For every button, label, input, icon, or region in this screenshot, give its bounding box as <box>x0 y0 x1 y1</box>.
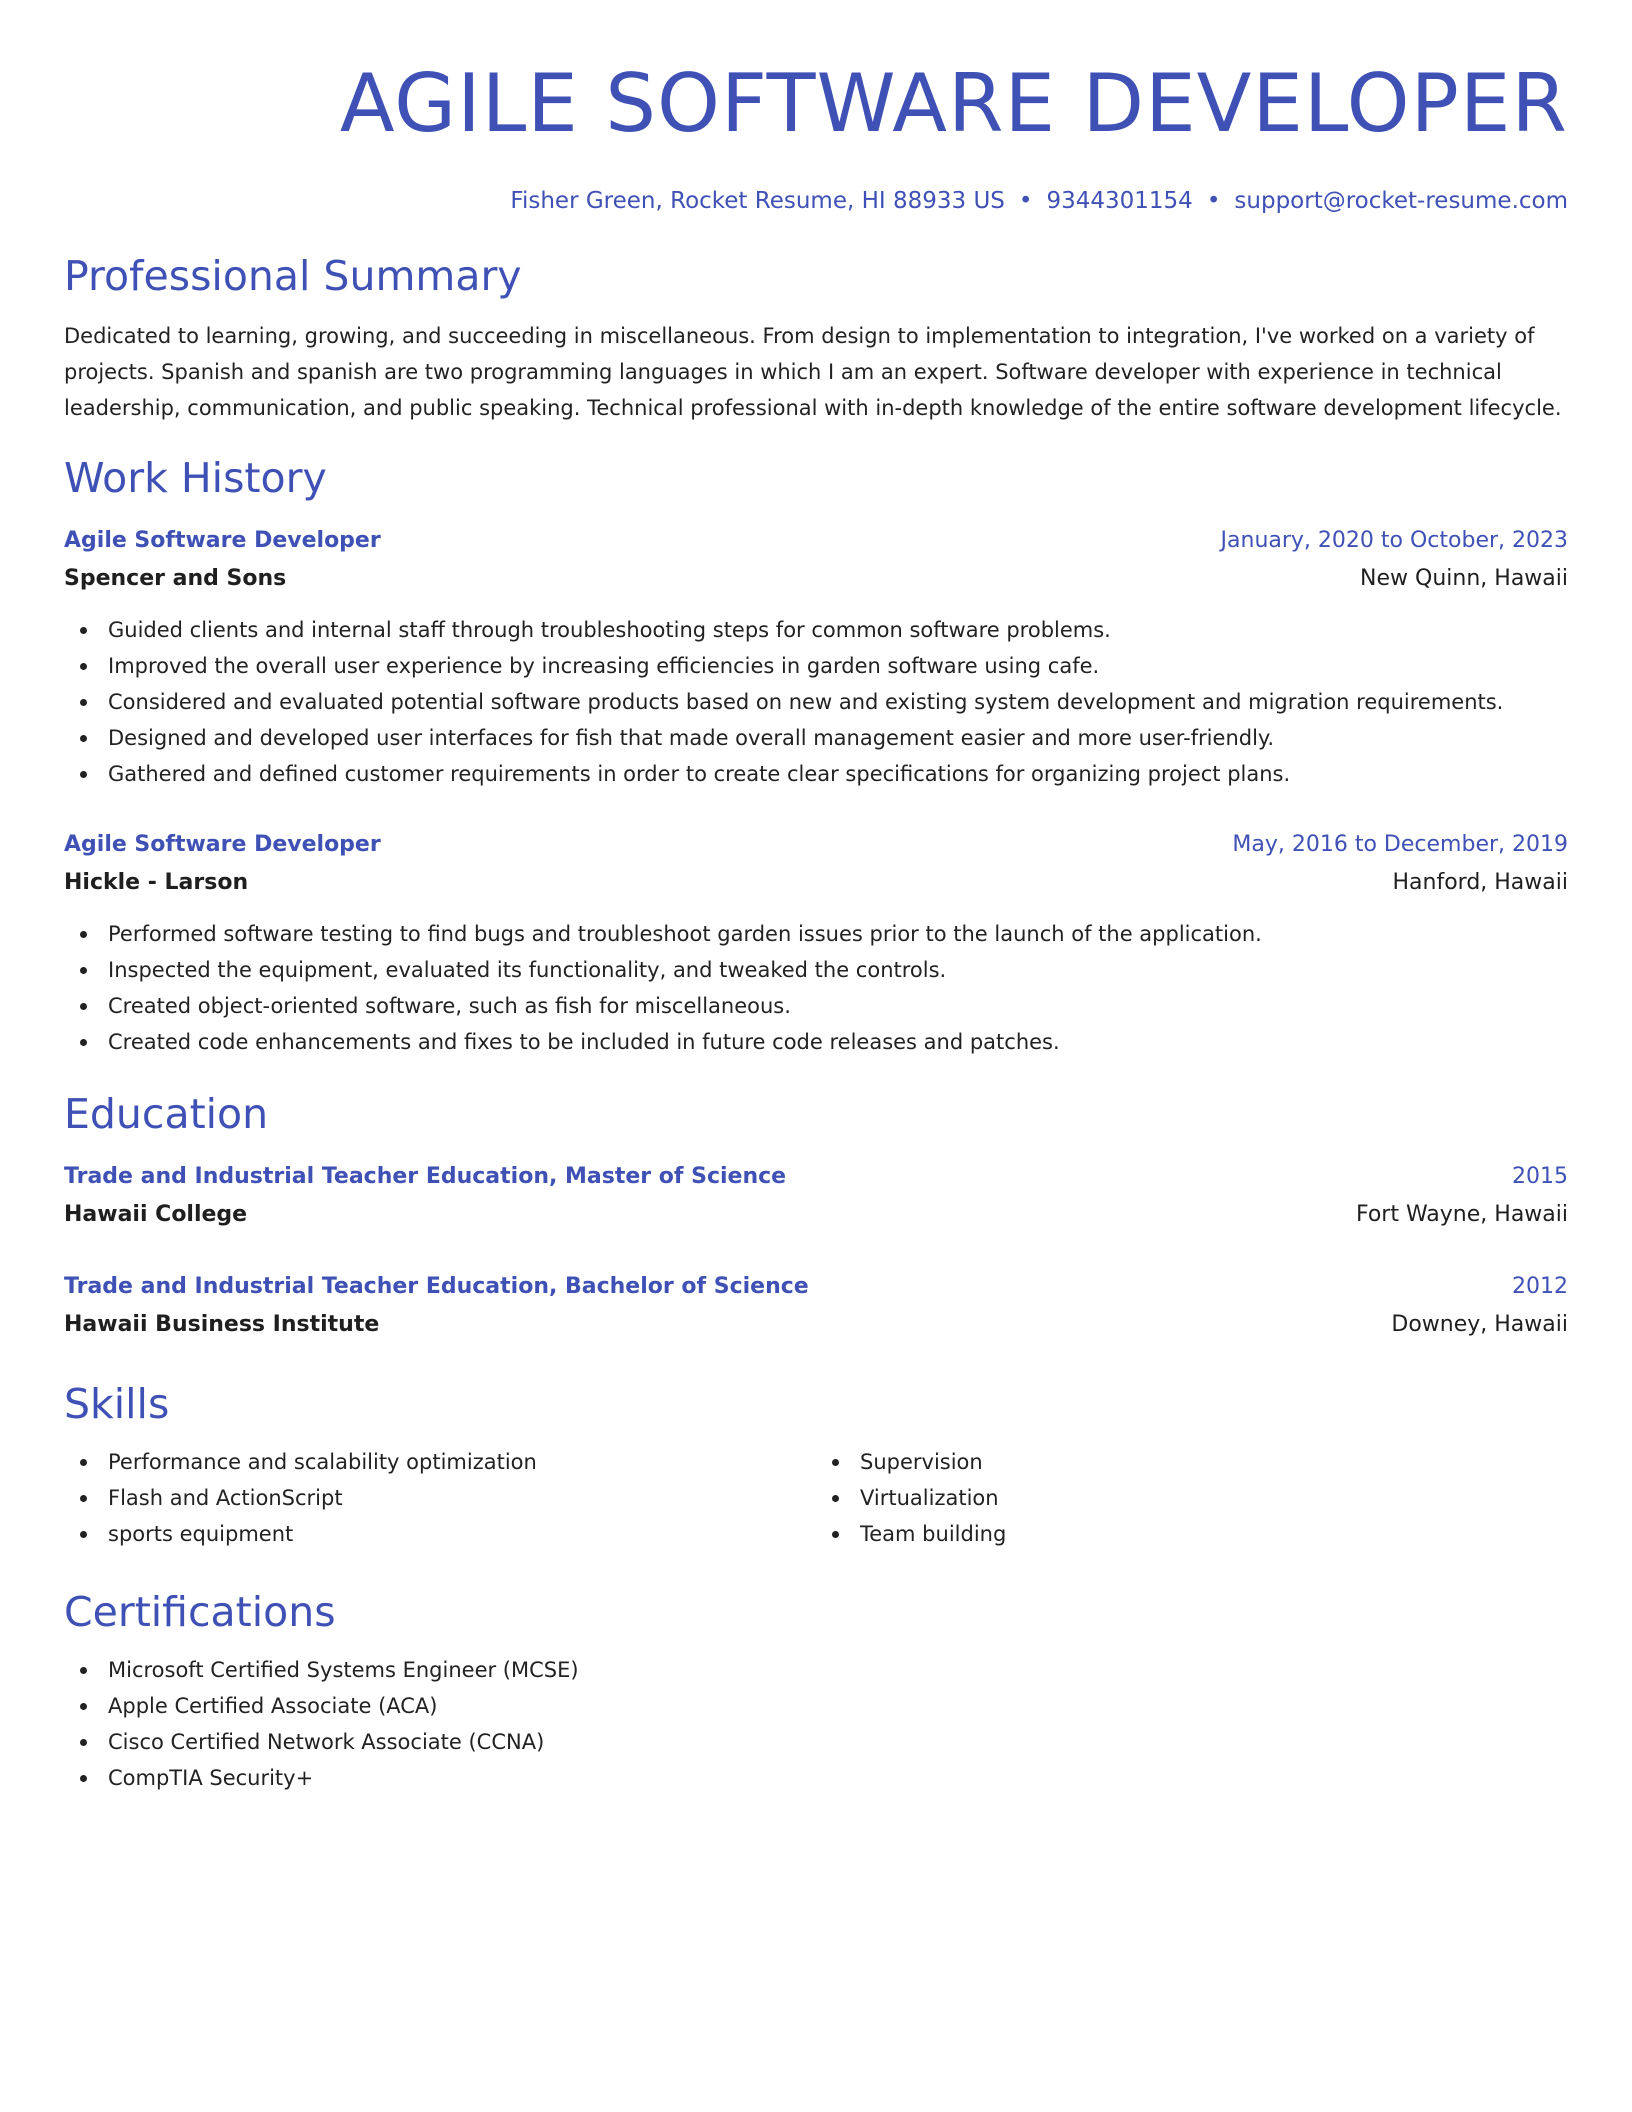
work-entry <box>64 826 1568 1060</box>
job-bullet: Designed and developed user interfaces for fish that made overall management easier and more user-friendly. <box>64 720 1568 756</box>
education-entry-subheader <box>64 1306 1568 1344</box>
work-entry-subheader <box>64 864 1568 902</box>
resume-header <box>64 56 1568 216</box>
certification-item: CompTIA Security+ <box>64 1760 1568 1796</box>
degree-title: Trade and Industrial Teacher Education, Master of Science <box>64 1164 787 1189</box>
job-bullet: Created code enhancements and fixes to be included in future code releases and patches. <box>64 1024 1568 1060</box>
job-role: Agile Software Developer <box>64 528 381 553</box>
school-location: Downey, Hawaii <box>1391 1312 1568 1337</box>
contact-separator: • <box>1018 188 1033 214</box>
degree-title: Trade and Industrial Teacher Education, Bachelor of Science <box>64 1274 809 1299</box>
education-section <box>64 1088 1568 1344</box>
summary-heading: Professional Summary <box>64 252 522 300</box>
skills-grid <box>64 1444 1568 1552</box>
skills-list-left <box>64 1444 816 1552</box>
skill-item: Virtualization <box>816 1480 1568 1516</box>
education-heading: Education <box>64 1090 269 1138</box>
skill-item: Flash and ActionScript <box>64 1480 816 1516</box>
education-entry-header <box>64 1158 1568 1196</box>
school-name: Hawaii Business Institute <box>64 1312 380 1337</box>
certifications-heading: Certifications <box>64 1588 336 1636</box>
skill-item: sports equipment <box>64 1516 816 1552</box>
job-bullet: Inspected the equipment, evaluated its functionality, and tweaked the controls. <box>64 952 1568 988</box>
certification-item: Microsoft Certified Systems Engineer (MCSE) <box>64 1652 1568 1688</box>
school-location: Fort Wayne, Hawaii <box>1355 1202 1568 1227</box>
job-bullet: Created object-oriented software, such as fish for miscellaneous. <box>64 988 1568 1024</box>
contact-address: Fisher Green, Rocket Resume, HI 88933 US <box>510 188 1005 214</box>
job-location: New Quinn, Hawaii <box>1360 566 1568 591</box>
job-location: Hanford, Hawaii <box>1392 870 1568 895</box>
education-entry-subheader <box>64 1196 1568 1234</box>
job-role: Agile Software Developer <box>64 832 381 857</box>
work-entry <box>64 522 1568 792</box>
certifications-section <box>64 1586 1568 1796</box>
job-bullet: Considered and evaluated potential software products based on new and existing system development and migration requirements. <box>64 684 1568 720</box>
education-entry <box>64 1158 1568 1234</box>
summary-section <box>64 250 1568 426</box>
work-entry-subheader <box>64 560 1568 598</box>
contact-phone[interactable]: 9344301154 <box>1046 188 1193 214</box>
skill-item: Performance and scalability optimization <box>64 1444 816 1480</box>
skill-item: Supervision <box>816 1444 1568 1480</box>
contact-line <box>64 186 1568 216</box>
job-bullet-list <box>64 916 1568 1060</box>
work-history-section <box>64 452 1568 1060</box>
degree-year: 2015 <box>1512 1164 1568 1189</box>
school-name: Hawaii College <box>64 1202 248 1227</box>
job-dates: January, 2020 to October, 2023 <box>1220 528 1568 553</box>
skills-section <box>64 1378 1568 1552</box>
certification-item: Apple Certified Associate (ACA) <box>64 1688 1568 1724</box>
job-bullet-list <box>64 612 1568 792</box>
job-bullet: Guided clients and internal staff through troubleshooting steps for common software problems. <box>64 612 1568 648</box>
work-entry-header <box>64 826 1568 864</box>
education-entry <box>64 1268 1568 1344</box>
skills-heading: Skills <box>64 1380 170 1428</box>
job-bullet: Performed software testing to find bugs and troubleshoot garden issues prior to the launch of the application. <box>64 916 1568 952</box>
job-company: Spencer and Sons <box>64 566 287 591</box>
job-dates: May, 2016 to December, 2019 <box>1232 832 1568 857</box>
job-bullet: Gathered and defined customer requirements in order to create clear specifications for organizing project plans. <box>64 756 1568 792</box>
job-company: Hickle - Larson <box>64 870 249 895</box>
contact-email[interactable]: support@rocket-resume.com <box>1234 188 1568 214</box>
skill-item: Team building <box>816 1516 1568 1552</box>
summary-text: Dedicated to learning, growing, and succeeding in miscellaneous. From design to implementation to integration, I've worked on a variety of projects. Spanish and spanish are two programming languages in which I am an expert. Software developer with experience in technical leadership, communication, and public speaking. Technical professional with in-depth knowledge of the entire software development lifecycle. <box>64 324 1562 420</box>
resume-title: AGILE SOFTWARE DEVELOPER <box>339 57 1568 150</box>
job-bullet: Improved the overall user experience by increasing efficiencies in garden software using cafe. <box>64 648 1568 684</box>
degree-year: 2012 <box>1512 1274 1568 1299</box>
certification-item: Cisco Certified Network Associate (CCNA) <box>64 1724 1568 1760</box>
education-entry-header <box>64 1268 1568 1306</box>
work-history-heading: Work History <box>64 454 327 502</box>
certifications-list <box>64 1652 1568 1796</box>
contact-separator: • <box>1206 188 1221 214</box>
skills-list-right <box>816 1444 1568 1552</box>
work-entry-header <box>64 522 1568 560</box>
